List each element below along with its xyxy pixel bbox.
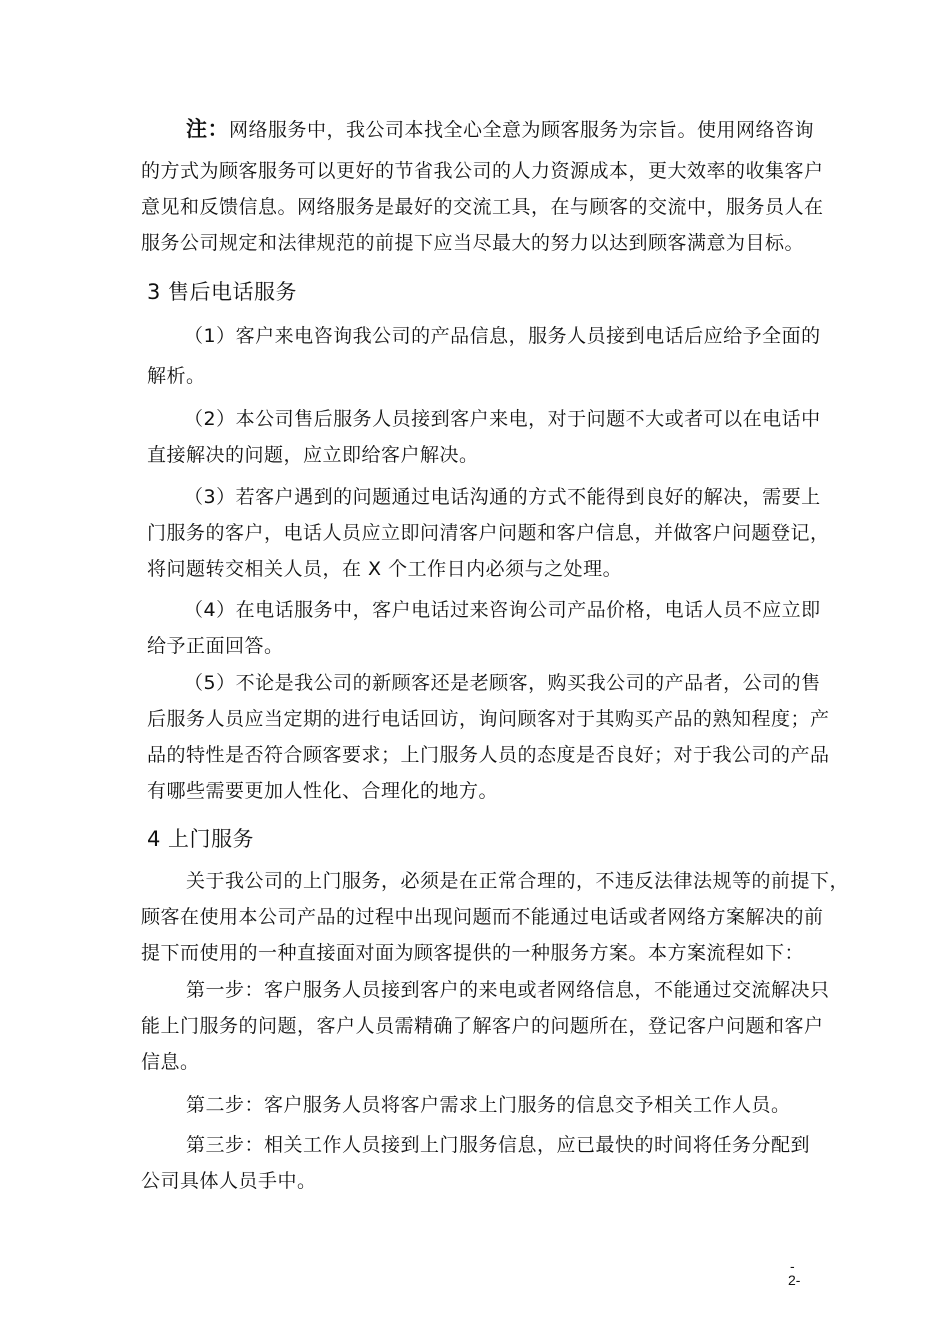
list-item-line: 有哪些需要更加人性化、合理化的地方。 (147, 780, 499, 802)
list-item-line: （2）本公司售后服务人员接到客户来电，对于问题不大或者可以在电话中 (184, 408, 821, 430)
list-item-line: （3）若客户遇到的问题通过电话沟通的方式不能得到良好的解决，需要上 (184, 486, 821, 508)
list-item-line: 将问题转交相关人员，在 X 个工作日内必须与之处理。 (147, 558, 623, 580)
note-first-line (186, 116, 814, 143)
page-number-dash: - (790, 1258, 795, 1274)
list-item-line: 门服务的客户，电话人员应立即问清客户问题和客户信息，并做客户问题登记， (147, 522, 830, 544)
list-item-line: 解析。 (147, 365, 206, 387)
list-item-line: 后服务人员应当定期的进行电话回访，询问顾客对于其购买产品的熟知程度；产 (147, 708, 830, 730)
paragraph-line: 关于我公司的上门服务，必须是在正常合理的，不违反法律法规等的前提下， (186, 870, 850, 892)
list-item-line: 直接解决的问题，应立即给客户解决。 (147, 444, 479, 466)
page-number: 2- (788, 1272, 801, 1288)
list-item-line: （1）客户来电咨询我公司的产品信息，服务人员接到电话后应给予全面的 (184, 325, 821, 347)
paragraph-line: 第三步：相关工作人员接到上门服务信息，应已最快的时间将任务分配到 (186, 1134, 811, 1156)
list-item-line: 品的特性是否符合顾客要求；上门服务人员的态度是否良好；对于我公司的产品 (147, 744, 830, 766)
paragraph-line: 第二步：客户服务人员将客户需求上门服务的信息交予相关工作人员。 (186, 1094, 791, 1116)
note-label: 注： (186, 117, 229, 141)
section-heading: 3 售后电话服务 (147, 280, 298, 304)
list-item-line: 给予正面回答。 (147, 635, 284, 657)
list-item-line: （5）不论是我公司的新顾客还是老顾客，购买我公司的产品者，公司的售 (184, 672, 821, 694)
note-line: 意见和反馈信息。网络服务是最好的交流工具，在与顾客的交流中，服务员人在 (141, 196, 824, 218)
paragraph-line: 提下而使用的一种直接面对面为顾客提供的一种服务方案。本方案流程如下： (141, 942, 805, 964)
paragraph-line: 能上门服务的问题，客户人员需精确了解客户的问题所在，登记客户问题和客户 (141, 1015, 824, 1037)
note-line: 的方式为顾客服务可以更好的节省我公司的人力资源成本，更大效率的收集客户 (141, 160, 824, 182)
list-item-line: （4）在电话服务中，客户电话过来咨询公司产品价格，电话人员不应立即 (184, 599, 821, 621)
note-line: 网络服务中，我公司本找全心全意为顾客服务为宗旨。使用网络咨询 (229, 119, 815, 141)
paragraph-line: 顾客在使用本公司产品的过程中出现问题而不能通过电话或者网络方案解决的前 (141, 906, 824, 928)
paragraph-line: 第一步：客户服务人员接到客户的来电或者网络信息，不能通过交流解决只 (186, 979, 830, 1001)
note-line: 服务公司规定和法律规范的前提下应当尽最大的努力以达到顾客满意为目标。 (141, 232, 805, 254)
section-heading: 4 上门服务 (147, 827, 255, 851)
paragraph-line: 公司具体人员手中。 (141, 1170, 317, 1192)
paragraph-line: 信息。 (141, 1051, 200, 1073)
